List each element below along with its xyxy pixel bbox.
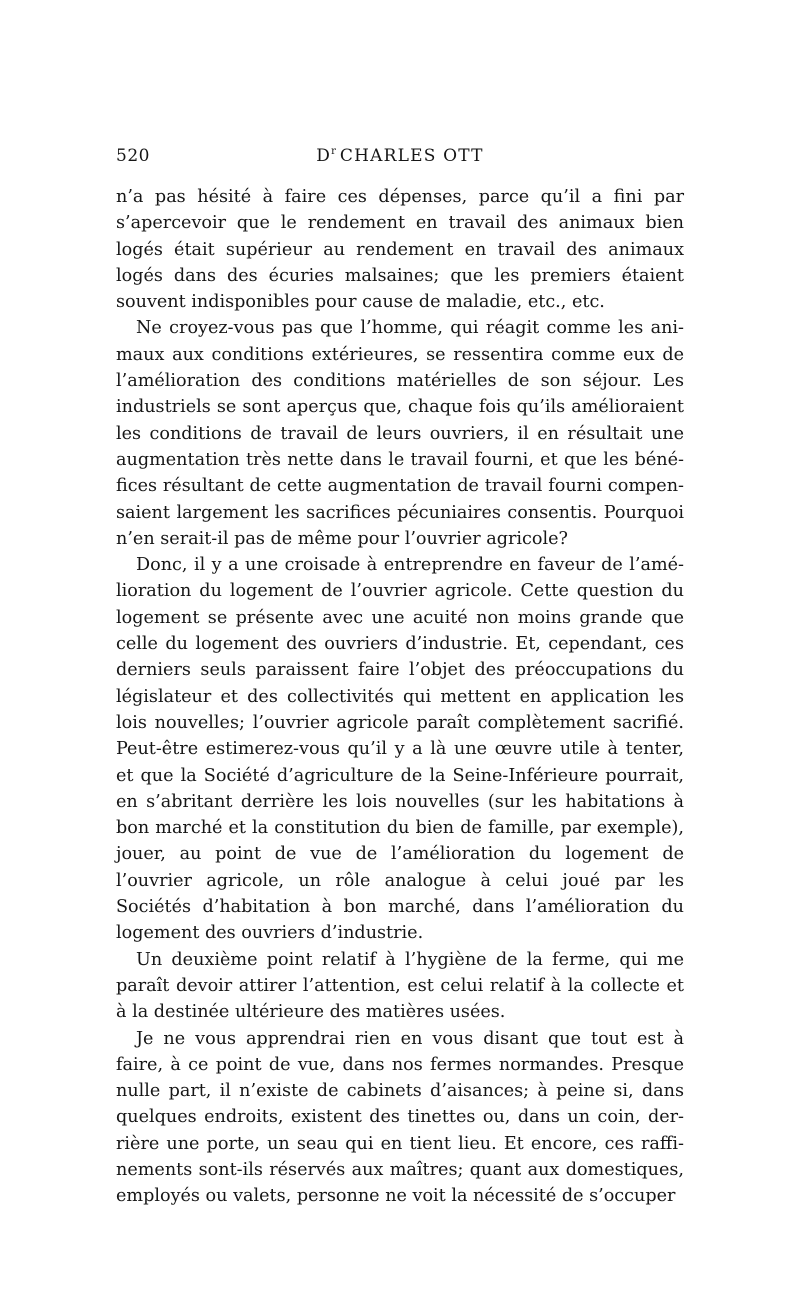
body-text xyxy=(116,184,684,1210)
paragraph-continuation: n’a pas hésité à faire ces dépenses, parce qu’il a fini par s’apercevoir que le rendement en travail des animaux bien logés était supérieur au rendement en travail des animaux logés dans des écuries malsaines; que les premiers étaient souvent indisponibles pour cause de maladie, etc., etc. xyxy=(116,187,684,313)
running-title xyxy=(116,146,684,166)
author-prefix-superscript: r xyxy=(331,146,336,158)
author-prefix: D xyxy=(316,146,332,166)
paragraph: Un deuxième point relatif à l’hygiène de la ferme, qui me paraît devoir attirer l’attention, est celui relatif à la collecte et à la destinée ultérieure des matières usées. xyxy=(116,949,684,1023)
paragraph: Ne croyez-vous pas que l’homme, qui réagit comme les animaux aux conditions extérieures, se ressentira comme eux de l’amélioration des conditions matérielles de son séjour. Les industriels se sont aperçus que, chaque fois qu’ils amélioraient les conditions de travail de leurs ouvriers, il en résultait une augmentation très nette dans le travail fourni, et que les bénéfices résultant de cette augmentation de travail fourni compensaient largement les sacrifices pécuniaires consentis. Pourquoi n’en serait-il pas de même pour l’ouvrier agricole? xyxy=(116,318,684,549)
author-name: CHARLES OTT xyxy=(339,146,484,166)
paragraph: Donc, il y a une croisade à entreprendre en faveur de l’amélioration du logement de l’ouvrier agricole. Cette question du logement se présente avec une acuité non moins grande que celle du logement des ouvriers d’industrie. Et, cependant, ces derniers seuls paraissent faire l’objet des préoccupations du législateur et des collectivités qui mettent en application les lois nouvelles; l’ouvrier agricole paraît complètement sacrifié. Peut-être estimerez-vous qu’il y a là une œuvre utile à tenter, et que la Société d’agriculture de la Seine-Inférieure pourrait, en s’abritant derrière les lois nouvelles (sur les habitations à bon marché et la constitution du bien de famille, par exemple), jouer, au point de vue de l’amélioration du logement de l’ouvrier agricole, un rôle analogue à celui joué par les Sociétés d’habitation à bon marché, dans l’amélioration du logement des ouvriers d’industrie. xyxy=(116,555,684,944)
page-number: 520 xyxy=(116,146,150,166)
page-header xyxy=(116,146,684,172)
paragraph: Je ne vous apprendrai rien en vous disant que tout est à faire, à ce point de vue, dans nos fermes normandes. Presque nulle part, il n’existe de cabinets d’aisances; à peine si, dans quelques endroits, existent des tinettes ou, dans un coin, derrière une porte, un seau qui en tient lieu. Et encore, ces raffinements sont-ils réservés aux maîtres; quant aux domestiques, employés ou valets, personne ne voit la nécessité de s’occuper xyxy=(116,1028,684,1207)
